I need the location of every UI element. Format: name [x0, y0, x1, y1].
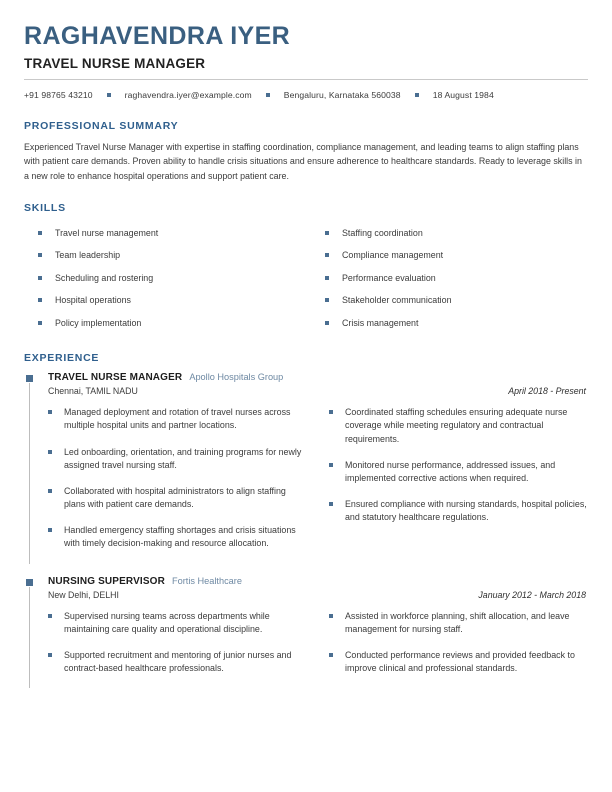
skill-item [38, 267, 301, 289]
experience-bullet [329, 459, 588, 485]
timeline-marker-icon [26, 375, 33, 382]
contact-date-of-birth: 18 August 1984 [432, 89, 494, 100]
contact-email[interactable]: raghavendra.iyer@example.com [124, 89, 252, 100]
experience-subheading [48, 386, 588, 396]
skill-label: Performance evaluation [342, 272, 436, 283]
experience-bullet-text: Collaborated with hospital administrators to align staffing plans with patient care demands. [64, 485, 286, 510]
experience-bullet-text: Managed deployment and rotation of travel nurses across multiple hospital units and partner locations. [64, 407, 291, 431]
experience-bullets-left [48, 406, 307, 563]
experience-company: Apollo Hospitals Group [189, 372, 284, 383]
square-bullet-icon [48, 653, 52, 657]
experience-role: TRAVEL NURSE MANAGER [48, 372, 183, 384]
experience-bullet-text: Handled emergency staffing shortages and crisis situations with timely decision-making and resource allocation. [64, 525, 296, 549]
skill-item [325, 244, 588, 266]
contact-separator-icon [266, 93, 270, 97]
square-bullet-icon [329, 463, 333, 467]
candidate-name: RAGHAVENDRA IYER [24, 22, 291, 50]
square-bullet-icon [329, 502, 333, 506]
square-bullet-icon [48, 450, 52, 454]
candidate-job-title: TRAVEL NURSE MANAGER [24, 55, 206, 71]
section-title-experience: EXPERIENCE [24, 352, 100, 365]
skill-label: Compliance management [342, 250, 444, 261]
square-bullet-icon [48, 528, 52, 532]
resume-header [24, 22, 588, 102]
square-bullet-icon [38, 231, 42, 235]
skill-item [38, 289, 301, 311]
experience-bullet-text: Monitored nurse performance, addressed issues, and implemented corrective actions when required. [345, 459, 556, 483]
timeline-line [29, 587, 30, 689]
skill-item [325, 267, 588, 289]
experience-bullet-text: Led onboarding, orientation, and training programs for newly assigned travel nursing staff. [64, 446, 302, 470]
experience-bullet [48, 406, 307, 432]
experience-bullet-columns [48, 610, 588, 689]
experience-bullet [329, 498, 588, 524]
experience-company: Fortis Healthcare [171, 575, 242, 586]
square-bullet-icon [325, 276, 329, 280]
skills-grid [24, 222, 588, 334]
square-bullet-icon [48, 614, 52, 618]
square-bullet-icon [38, 276, 42, 280]
skill-label: Hospital operations [55, 295, 131, 306]
experience-bullet-text: Coordinated staffing schedules ensuring adequate nurse coverage while meeting regulatory and contractual requirements. [345, 407, 568, 444]
timeline-marker-icon [26, 579, 33, 586]
experience-bullet-text: Conducted performance reviews and provided feedback to improve clinical and professional standards. [345, 649, 575, 674]
skill-item [325, 312, 588, 334]
contact-separator-icon [107, 93, 111, 97]
experience-bullet-text: Supported recruitment and mentoring of junior nurses and contract-based healthcare professionals. [64, 649, 292, 674]
experience-role: NURSING SUPERVISOR [48, 575, 165, 587]
experience-heading [48, 372, 588, 383]
contact-row [24, 90, 588, 102]
square-bullet-icon [48, 489, 52, 493]
square-bullet-icon [325, 231, 329, 235]
skill-label: Stakeholder communication [342, 295, 452, 306]
skill-label: Crisis management [342, 317, 419, 328]
professional-summary-text: Experienced Travel Nurse Manager with expertise in staffing coordination, compliance management, and leading teams to align staffing plans with patient care demands. Proven ability to handle crisis situations and ensure adherence to healthcare standards. Ready to leverage skills in a new role to enhance hospital operations and support patient care. [24, 141, 582, 182]
skill-item [38, 312, 301, 334]
square-bullet-icon [329, 410, 333, 414]
square-bullet-icon [325, 298, 329, 302]
experience-bullet [48, 524, 307, 550]
experience-entry [24, 576, 588, 689]
contact-separator-icon [415, 93, 419, 97]
contact-phone: +91 98765 43210 [24, 89, 93, 100]
skill-item [38, 222, 301, 244]
section-professional-summary [24, 120, 588, 184]
skill-item [38, 244, 301, 266]
section-skills [24, 202, 588, 334]
experience-bullets-right [329, 406, 588, 563]
experience-bullet [48, 649, 307, 675]
square-bullet-icon [48, 410, 52, 414]
skill-label: Policy implementation [55, 317, 142, 328]
experience-bullets-right [329, 610, 588, 689]
square-bullet-icon [38, 321, 42, 325]
experience-location: Chennai, TAMIL NADU [48, 386, 138, 397]
skill-item [325, 222, 588, 244]
square-bullet-icon [38, 298, 42, 302]
experience-bullet-text: Supervised nursing teams across departments while maintaining care quality and operational discipline. [64, 610, 270, 634]
experience-bullet [329, 649, 588, 675]
skill-item [325, 289, 588, 311]
section-experience [24, 352, 588, 688]
experience-bullet [48, 446, 307, 472]
skill-label: Team leadership [55, 250, 121, 261]
experience-bullet [329, 610, 588, 636]
experience-dates: April 2018 - Present [508, 386, 586, 397]
experience-entry [24, 372, 588, 563]
experience-bullet-text: Ensured compliance with nursing standards, hospital policies, and statutory healthcare regulations. [345, 499, 587, 523]
header-divider [24, 79, 588, 80]
square-bullet-icon [38, 253, 42, 257]
square-bullet-icon [325, 321, 329, 325]
section-title-professional-summary: PROFESSIONAL SUMMARY [24, 119, 179, 132]
square-bullet-icon [325, 253, 329, 257]
experience-bullet-text: Assisted in workforce planning, shift allocation, and leave management for nursing staff. [345, 610, 570, 634]
square-bullet-icon [329, 653, 333, 657]
timeline-line [29, 383, 30, 563]
experience-location: New Delhi, DELHI [48, 589, 119, 600]
experience-heading [48, 576, 588, 587]
skill-label: Staffing coordination [342, 227, 423, 238]
experience-bullets-left [48, 610, 307, 689]
experience-subheading [48, 590, 588, 600]
experience-dates: January 2012 - March 2018 [478, 589, 586, 600]
experience-bullet [329, 406, 588, 446]
skill-label: Scheduling and rostering [55, 272, 154, 283]
experience-bullet [48, 485, 307, 511]
skill-label: Travel nurse management [55, 227, 159, 238]
contact-location: Bengaluru, Karnataka 560038 [283, 89, 401, 100]
experience-bullet-columns [48, 406, 588, 563]
section-title-skills: SKILLS [24, 201, 66, 214]
square-bullet-icon [329, 614, 333, 618]
experience-list [24, 372, 588, 688]
experience-bullet [48, 610, 307, 636]
